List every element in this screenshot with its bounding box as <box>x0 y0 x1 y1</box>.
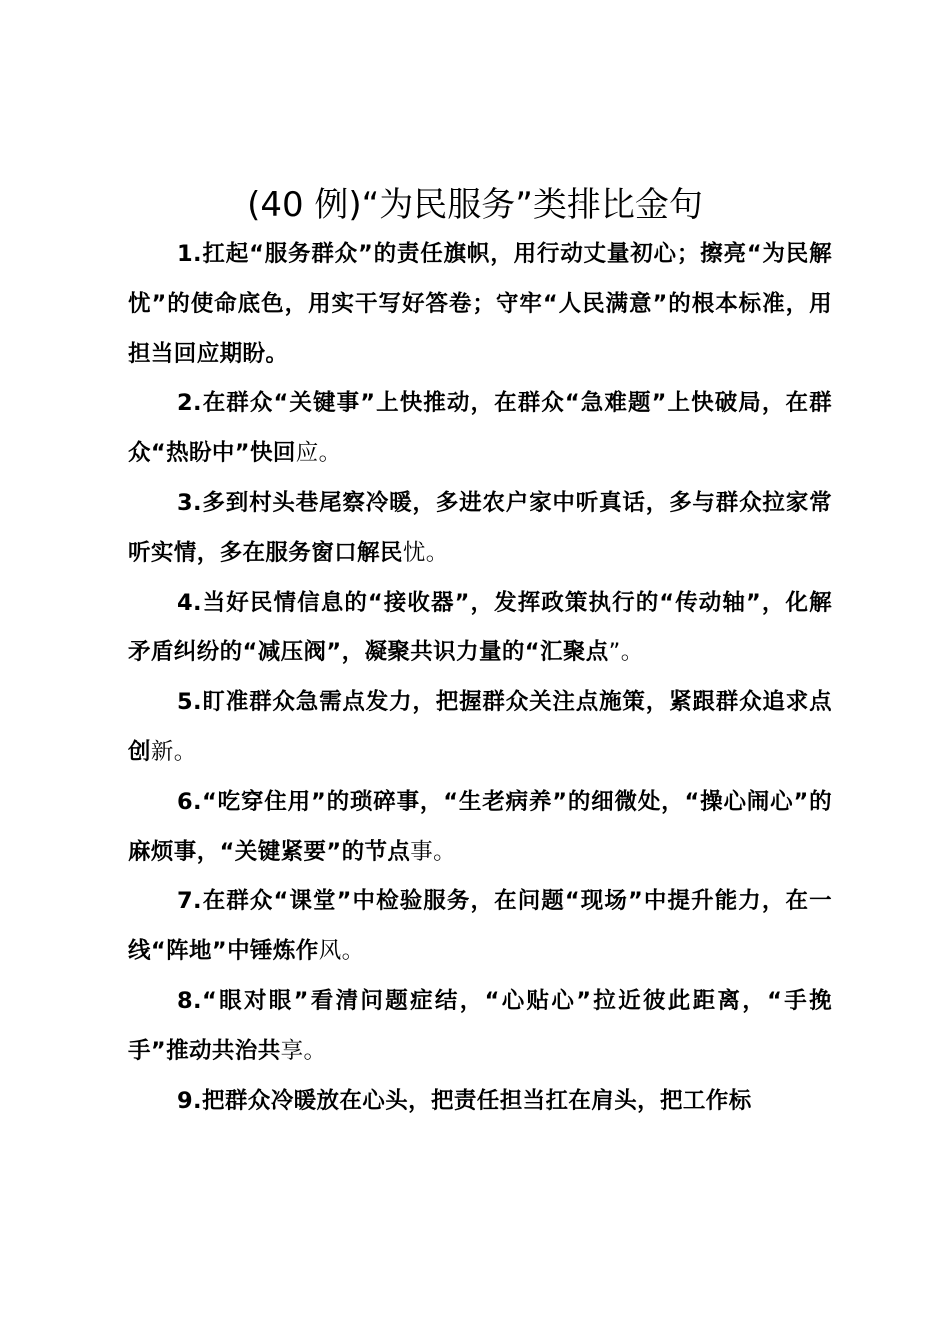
paragraph-6-tail: 事。 <box>410 838 457 865</box>
paragraph-5-tail: 新。 <box>150 738 197 765</box>
paragraph-3-text: 3.多到村头巷尾察冷暖，多进农户家中听真话，多与群众拉家常听实情，多在服务窗口解民 <box>128 489 832 566</box>
paragraph-9 <box>128 1077 832 1127</box>
paragraph-2-text: 2.在群众“关键事”上快推动，在群众“急难题”上快破局，在群众“热盼中”快回 <box>128 390 832 467</box>
paragraph-7-tail: 风。 <box>318 938 365 965</box>
paragraph-1 <box>128 230 832 379</box>
paragraph-8-text: 8.“眼对眼”看清问题症结，“心贴心”拉近彼此距离，“手挽手”推动共治共 <box>128 987 832 1064</box>
paragraph-2 <box>128 379 832 479</box>
paragraph-8-tail: 享。 <box>280 1037 327 1064</box>
paragraph-9-text: 9.把群众冷暖放在心头，把责任担当扛在肩头，把工作标 <box>177 1087 752 1114</box>
paragraph-6-text: 6.“吃穿住用”的琐碎事，“生老病养”的细微处，“操心闹心”的麻烦事，“关键紧要”的节点 <box>128 788 832 865</box>
paragraph-2-tail: 应。 <box>295 440 342 467</box>
paragraph-4-text: 4.当好民情信息的“接收器”，发挥政策执行的“传动轴”，化解矛盾纠纷的“减压阀”，凝聚共识力量的“汇聚点 <box>128 589 832 666</box>
paragraph-3-tail: 忧。 <box>402 539 449 566</box>
document-body <box>128 230 832 1126</box>
paragraph-4 <box>128 579 832 679</box>
paragraph-1-text: 1.扛起“服务群众”的责任旗帜，用行动丈量初心；擦亮“为民解忧”的使命底色，用实干写好答卷；守牢“人民满意”的根本标准，用担当回应期盼。 <box>128 241 832 367</box>
paragraph-4-tail: ”。 <box>608 639 644 666</box>
paragraph-8 <box>128 977 832 1077</box>
paragraph-5-text: 5.盯准群众急需点发力，把握群众关注点施策，紧跟群众追求点创 <box>128 689 832 765</box>
paragraph-5 <box>128 678 832 778</box>
document-title: (40 例)“为民服务”类排比金句 <box>247 185 703 225</box>
paragraph-7 <box>128 877 832 977</box>
paragraph-3 <box>128 479 832 579</box>
paragraph-6 <box>128 778 832 878</box>
paragraph-7-text: 7.在群众“课堂”中检验服务，在问题“现场”中提升能力，在一线“阵地”中锤炼作 <box>128 888 832 965</box>
